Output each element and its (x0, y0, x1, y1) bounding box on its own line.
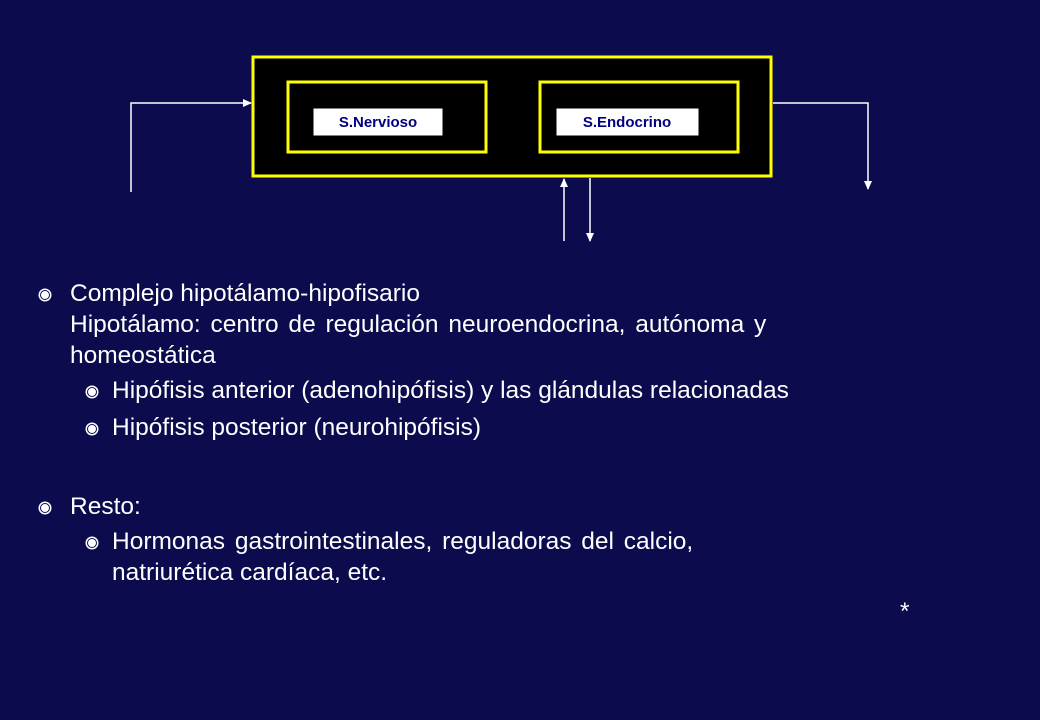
footnote-mark: * (900, 598, 910, 625)
list-item-line: Resto: (70, 493, 141, 520)
list-item-line: Complejo hipotálamo-hipofisario (70, 280, 420, 307)
bullet-dot-icon (40, 503, 50, 513)
list-item-line: Hipotálamo: centro de regulación neuroendocrina, autónoma y (70, 311, 767, 338)
bullet-dot-icon (40, 290, 50, 300)
bullet-list (40, 278, 1000, 588)
bullet-dot-icon (87, 538, 97, 548)
list-item-hipofisis-anterior (40, 375, 1000, 406)
list-item-hormonas (40, 526, 1000, 588)
list-item-complejo (40, 278, 1000, 371)
input-arrow (131, 103, 251, 192)
list-item-line: Hipófisis anterior (adenohipófisis) y las glándulas relacionadas (112, 377, 789, 404)
list-item-line: Hipófisis posterior (neurohipófisis) (112, 414, 482, 441)
regulation-diagram (0, 0, 1040, 260)
list-item-line: homeostática (70, 342, 216, 369)
endocrine-label: S.Endocrino (582, 114, 672, 131)
list-item-line: Hormonas gastrointestinales, reguladoras del calcio, (112, 528, 694, 555)
output-arrow (773, 103, 868, 189)
section-spacer (40, 443, 1000, 491)
list-item-hipofisis-posterior (40, 412, 1000, 443)
nervous-label: S.Nervioso (338, 114, 418, 131)
list-item-resto (40, 491, 1000, 522)
bullet-dot-icon (87, 424, 97, 434)
bullet-dot-icon (87, 387, 97, 397)
list-item-line: natriurética cardíaca, etc. (112, 559, 388, 586)
